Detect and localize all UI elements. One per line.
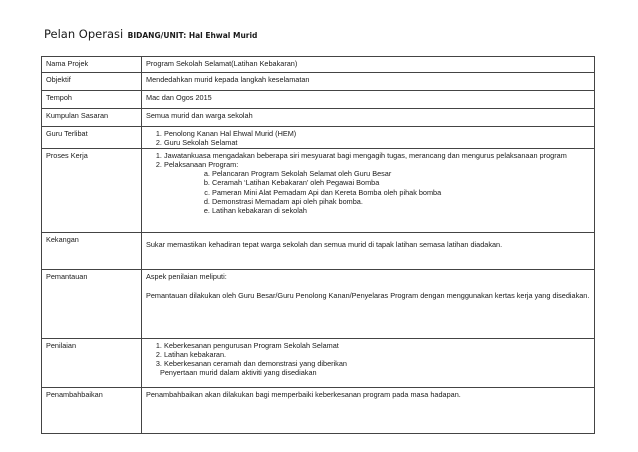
- list-item: 2. Latihan kebakaran.: [164, 350, 590, 359]
- row-label: Kumpulan Sasaran: [42, 109, 142, 127]
- page-title-main: Pelan Operasi: [44, 27, 124, 41]
- sub-list-item: b. Ceramah ‘Latihan Kebakaran’ oleh Pegawai Bomba: [212, 178, 590, 187]
- row-label: Kekangan: [42, 232, 142, 269]
- sub-list-item: d. Demonstrasi Memadam api oleh pihak bomba.: [212, 197, 590, 206]
- row-label: Penambahbaikan: [42, 387, 142, 433]
- teacher-list: [146, 129, 590, 148]
- list-item: 1. Jawatankuasa mengadakan beberapa siri mesyuarat bagi mengagih tugas, merancang dan mengurus pelaksanaan program: [164, 151, 590, 160]
- table-row-nama-projek: [42, 57, 595, 73]
- process-list: [146, 151, 590, 216]
- row-value: [142, 232, 595, 269]
- table-row-pemantauan: [42, 269, 595, 338]
- row-label: Guru Terlibat: [42, 127, 142, 149]
- sub-list-item: a. Pelancaran Program Sekolah Selamat oleh Guru Besar: [212, 169, 590, 178]
- evaluation-extra: Penyertaan murid dalam aktiviti yang disediakan: [160, 368, 317, 378]
- page-title-unit: BIDANG/UNIT: Hal Ehwal Murid: [127, 31, 258, 40]
- row-value: Program Sekolah Selamat(Latihan Kebakaran): [142, 57, 595, 73]
- list-item: 3. Keberkesanan ceramah dan demonstrasi yang diberikan: [164, 359, 590, 368]
- row-value: [142, 269, 595, 338]
- list-item: 2. Guru Sekolah Selamat: [164, 138, 590, 147]
- evaluation-list: [146, 341, 590, 369]
- table-row-tempoh: [42, 91, 595, 109]
- row-value: [142, 338, 595, 387]
- row-value: [142, 148, 595, 232]
- row-value: Mac dan Ogos 2015: [142, 91, 595, 109]
- constraint-text: Sukar memastikan kehadiran tepat warga sekolah dan semua murid di tapak latihan semasa latihan diadakan.: [146, 239, 503, 249]
- list-item: [164, 160, 590, 216]
- list-item: 1. Keberkesanan pengurusan Program Sekolah Selamat: [164, 341, 590, 350]
- table-row-penilaian: [42, 338, 595, 387]
- row-label: Penilaian: [42, 338, 142, 387]
- monitoring-text: Pemantauan dilakukan oleh Guru Besar/Guru Penolong Kanan/Penyelaras Program dengan menggunakan kertas kerja yang disediakan.: [146, 290, 590, 300]
- sub-list-item: c. Pameran Mini Alat Pemadam Api dan Kereta Bomba oleh pihak bomba: [212, 188, 590, 197]
- row-label: Objektif: [42, 73, 142, 91]
- row-value: [142, 127, 595, 149]
- table-row-kumpulan-sasaran: [42, 109, 595, 127]
- operation-plan-table: [41, 56, 595, 434]
- table-row-penambahbaikan: [42, 387, 595, 433]
- monitoring-intro: Aspek penilaian meliputi:: [146, 271, 227, 281]
- table-row-guru-terlibat: [42, 127, 595, 149]
- list-item: 1. Penolong Kanan Hal Ehwal Murid (HEM): [164, 129, 590, 138]
- row-value: Semua murid dan warga sekolah: [142, 109, 595, 127]
- row-label: Pemantauan: [42, 269, 142, 338]
- page-title: [44, 25, 257, 43]
- implementation-sublist: [164, 169, 590, 215]
- table-row-kekangan: [42, 232, 595, 269]
- row-label: Tempoh: [42, 91, 142, 109]
- table-row-proses-kerja: [42, 148, 595, 232]
- row-value: Penambahbaikan akan dilakukan bagi memperbaiki keberkesanan program pada masa hadapan.: [142, 387, 595, 433]
- row-label: Nama Projek: [42, 57, 142, 73]
- list-item-text: Pelaksanaan Program:: [164, 159, 239, 169]
- sub-list-item: e. Latihan kebakaran di sekolah: [212, 206, 590, 215]
- row-label: Proses Kerja: [42, 148, 142, 232]
- row-value: Mendedahkan murid kepada langkah keselamatan: [142, 73, 595, 91]
- table-row-objektif: [42, 73, 595, 91]
